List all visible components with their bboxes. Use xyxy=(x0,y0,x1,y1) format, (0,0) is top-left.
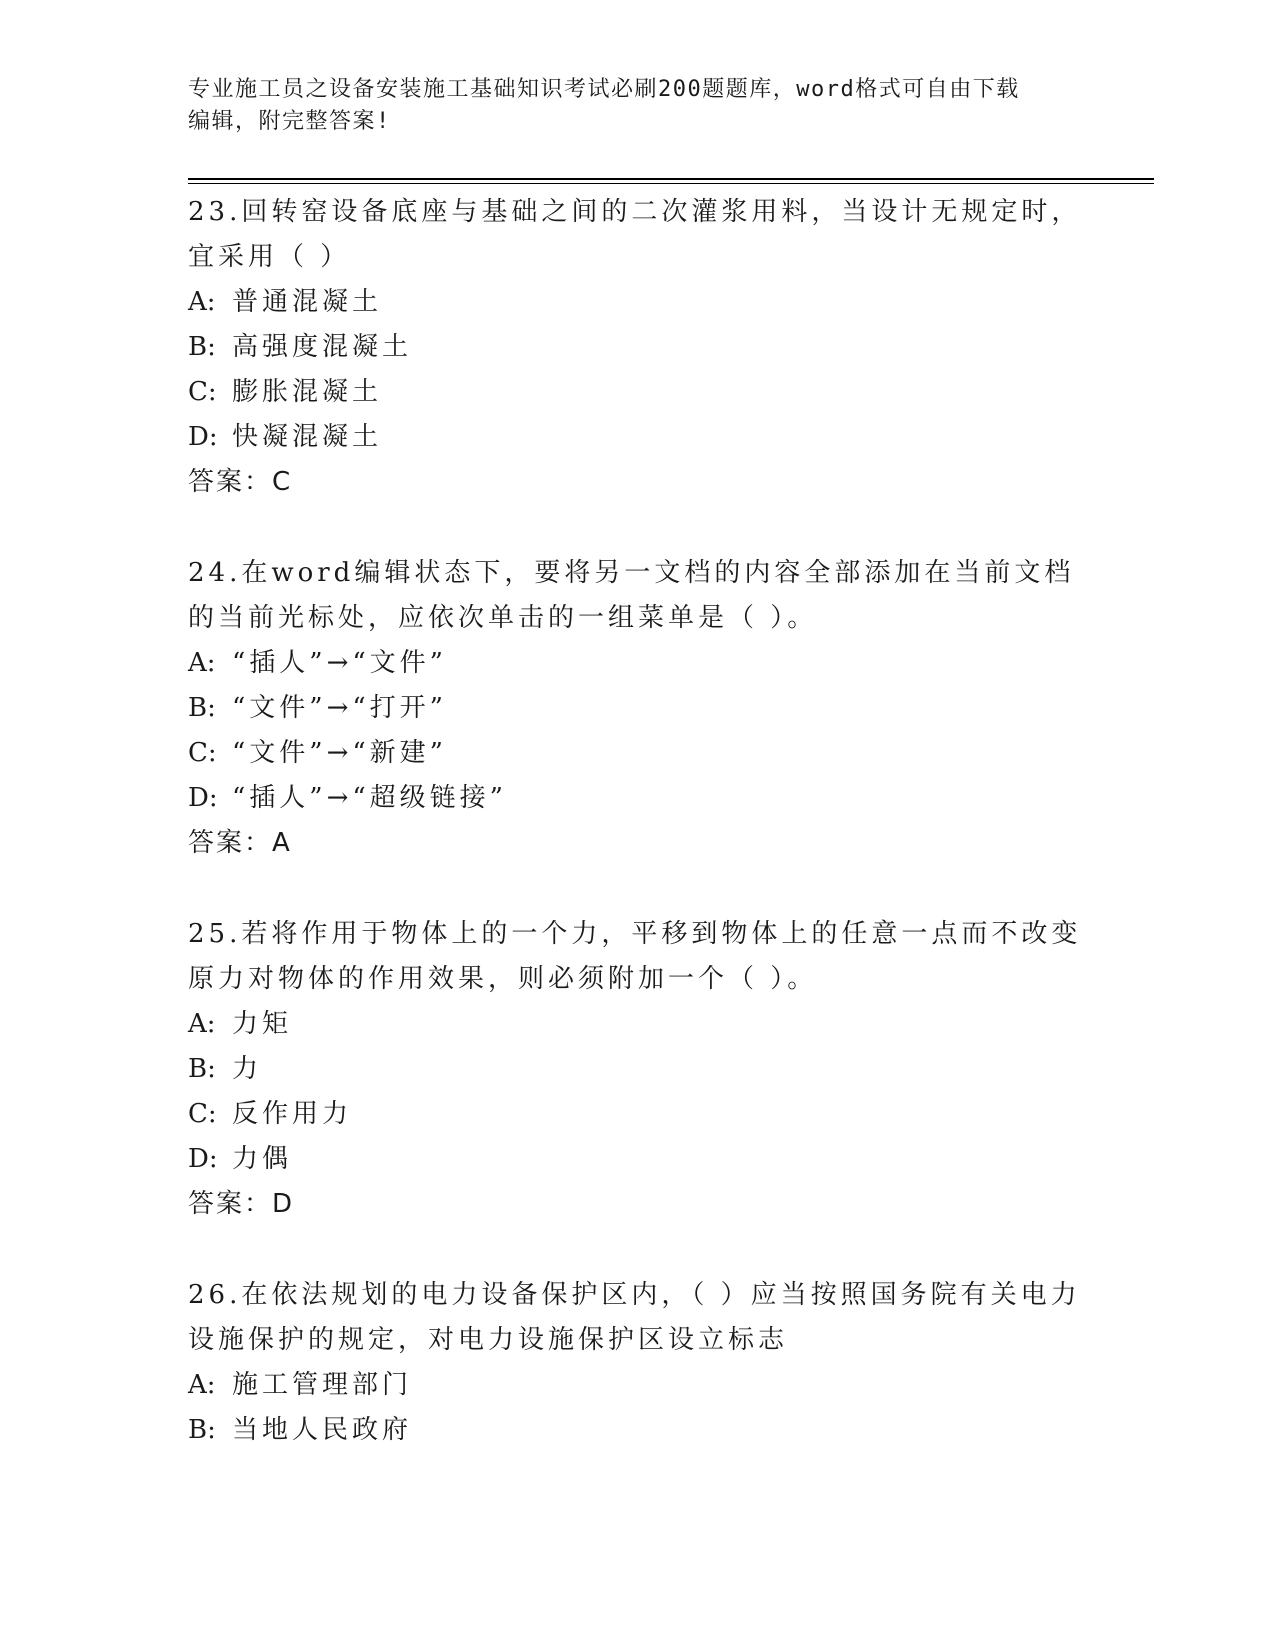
option-letter: D: xyxy=(188,783,218,813)
option-text: 膨胀混凝土 xyxy=(232,377,383,407)
option-text: “文件”→“打开” xyxy=(232,693,447,723)
option-b xyxy=(188,325,1088,370)
option-text: 反作用力 xyxy=(232,1099,353,1129)
option-letter: A: xyxy=(188,1370,216,1400)
question-23 xyxy=(188,190,1088,505)
question-24 xyxy=(188,551,1088,866)
option-text: 高强度混凝土 xyxy=(232,332,413,362)
document-header xyxy=(188,74,1088,138)
option-letter: C: xyxy=(188,377,217,407)
header-line-2: 编辑，附完整答案! xyxy=(188,109,391,134)
question-25 xyxy=(188,912,1088,1227)
option-text: 普通混凝土 xyxy=(232,287,383,317)
option-letter: A: xyxy=(188,648,216,678)
option-c xyxy=(188,370,1088,415)
option-c xyxy=(188,1092,1088,1137)
question-stem: 25.若将作用于物体上的一个力，平移到物体上的任意一点而不改变原力对物体的作用效果，则必须附加一个（ ）。 xyxy=(188,919,1082,994)
question-stem: 24.在word编辑状态下，要将另一文档的内容全部添加在当前文档的当前光标处，应依次单击的一组菜单是（ ）。 xyxy=(188,558,1075,633)
option-text: “插人”→“文件” xyxy=(232,648,447,678)
option-a xyxy=(188,280,1088,325)
answer: 答案：C xyxy=(188,467,293,497)
option-b xyxy=(188,686,1088,731)
option-text: 施工管理部门 xyxy=(232,1370,413,1400)
option-d xyxy=(188,776,1088,821)
question-stem: 23.回转窑设备底座与基础之间的二次灌浆用料，当设计无规定时，宜采用（ ） xyxy=(188,197,1082,272)
option-text: 快凝混凝土 xyxy=(232,422,383,452)
option-a xyxy=(188,1002,1088,1047)
option-d xyxy=(188,415,1088,460)
option-letter: A: xyxy=(188,1009,216,1039)
option-letter: C: xyxy=(188,738,217,768)
option-text: 当地人民政府 xyxy=(232,1415,413,1445)
option-letter: B: xyxy=(188,1054,216,1084)
header-divider-thin xyxy=(188,183,1154,184)
option-letter: A: xyxy=(188,287,216,317)
option-letter: B: xyxy=(188,332,216,362)
option-letter: B: xyxy=(188,693,216,723)
option-a xyxy=(188,641,1088,686)
option-b xyxy=(188,1408,1088,1453)
header-line-1: 专业施工员之设备安装施工基础知识考试必刷200题题库，word格式可自由下载 xyxy=(188,77,1020,102)
option-text: “文件”→“新建” xyxy=(232,738,447,768)
header-divider-thick xyxy=(188,178,1154,180)
option-text: 力矩 xyxy=(232,1009,293,1039)
option-letter: D: xyxy=(188,422,218,452)
question-stem: 26.在依法规划的电力设备保护区内，（ ）应当按照国务院有关电力设施保护的规定，对电力设施保护区设立标志 xyxy=(188,1280,1081,1355)
option-letter: B: xyxy=(188,1415,216,1445)
question-list xyxy=(188,190,1088,1499)
option-a xyxy=(188,1363,1088,1408)
option-d xyxy=(188,1137,1088,1182)
option-b xyxy=(188,1047,1088,1092)
option-text: “插人”→“超级链接” xyxy=(232,783,507,813)
option-text: 力偶 xyxy=(232,1144,293,1174)
option-text: 力 xyxy=(232,1054,263,1084)
answer: 答案：D xyxy=(188,1189,295,1219)
option-letter: C: xyxy=(188,1099,217,1129)
option-c xyxy=(188,731,1088,776)
question-26 xyxy=(188,1273,1088,1453)
option-letter: D: xyxy=(188,1144,218,1174)
answer: 答案：A xyxy=(188,828,292,858)
